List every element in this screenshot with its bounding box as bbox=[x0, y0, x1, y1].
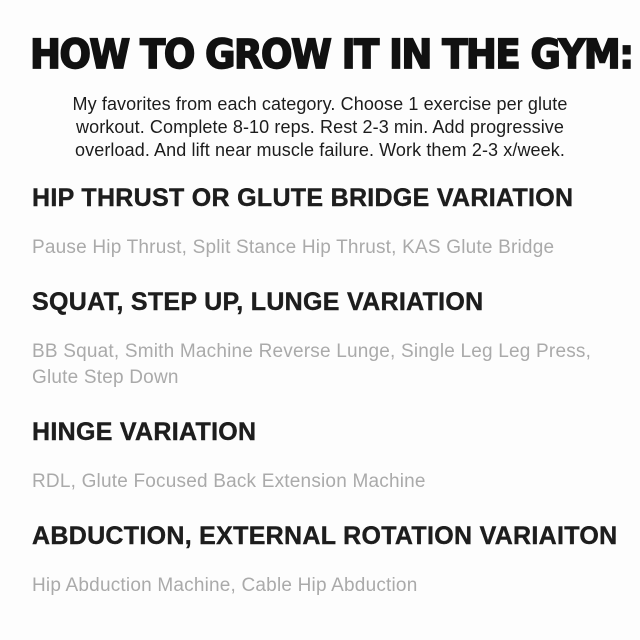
section-heading-squat-step-up-lunge: SQUAT, STEP UP, LUNGE VARIATION bbox=[32, 288, 484, 316]
section-abduction-external-rotation bbox=[32, 521, 618, 599]
section-heading-hinge: HINGE VARIATION bbox=[32, 418, 257, 446]
intro-line-1: My favorites from each category. Choose 1 exercise per glute bbox=[72, 94, 568, 114]
section-exercises-squat-step-up-lunge: BB Squat, Smith Machine Reverse Lunge, Single Leg Leg Press, Glute Step Down bbox=[32, 341, 592, 388]
section-hip-thrust bbox=[32, 183, 608, 261]
intro-line-2: workout. Complete 8-10 reps. Rest 2-3 min. Add progressive bbox=[75, 117, 565, 137]
section-exercises-hip-thrust: Pause Hip Thrust, Split Stance Hip Thrust, KAS Glute Bridge bbox=[32, 237, 555, 258]
section-squat-step-up-lunge bbox=[32, 287, 608, 391]
category-sections bbox=[30, 183, 618, 599]
section-heading-hip-thrust: HIP THRUST OR GLUTE BRIDGE VARIATION bbox=[32, 184, 574, 212]
intro-paragraph bbox=[30, 93, 610, 162]
section-heading-abduction-external-rotation: ABDUCTION, EXTERNAL ROTATION VARIAITON bbox=[32, 522, 618, 550]
page-title: HOW TO GROW IT IN THE GYM: bbox=[30, 31, 633, 78]
section-exercises-hinge: RDL, Glute Focused Back Extension Machine bbox=[32, 471, 426, 492]
section-hinge bbox=[32, 417, 608, 495]
intro-line-3: overload. And lift near muscle failure. Work them 2-3 x/week. bbox=[75, 140, 565, 160]
section-exercises-abduction-external-rotation: Hip Abduction Machine, Cable Hip Abduction bbox=[32, 575, 418, 596]
